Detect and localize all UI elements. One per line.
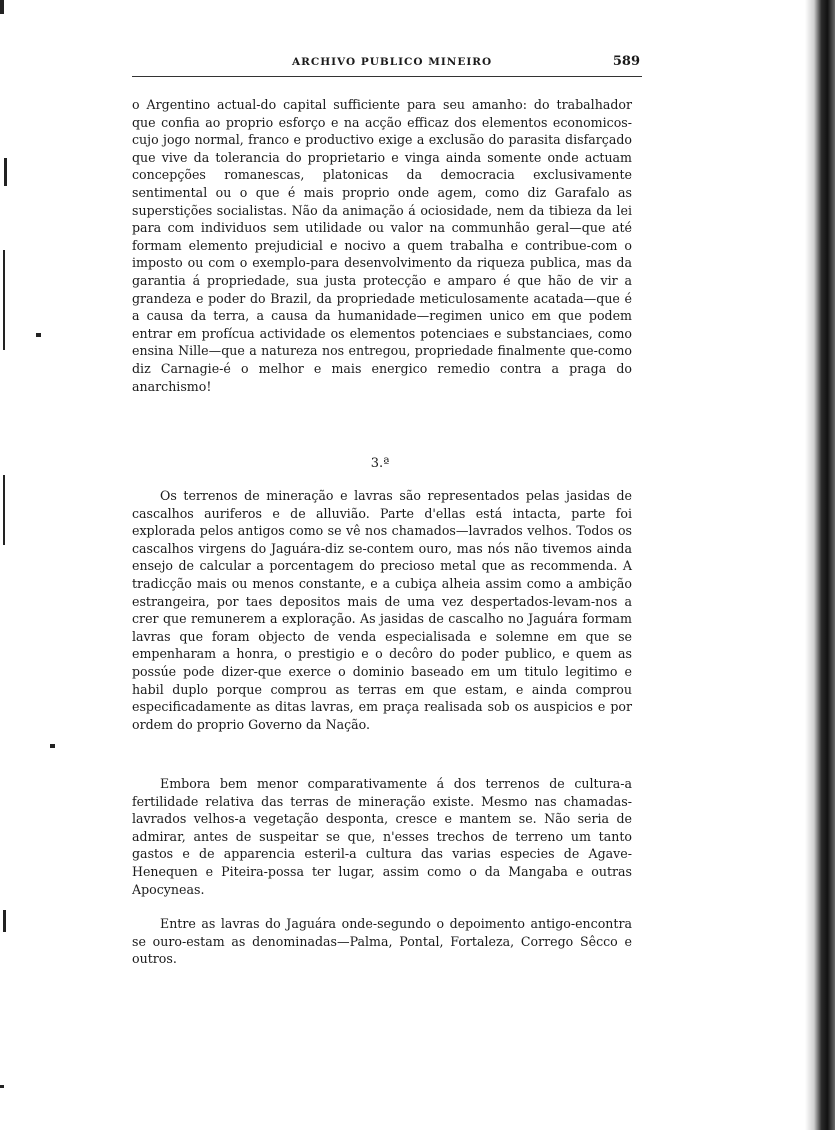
scan-artifact — [0, 0, 4, 14]
body-paragraph-2 — [132, 487, 632, 733]
paragraph-text: Embora bem menor comparativamente á dos terrenos de cultura-a fertilidade relativa das terras de mineração existe. Mesmo nas chamadas-lavrados velhos-a vegetação desponta, cresce e mantem se. Não seria de admirar, antes de suspeitar se que, n'esses trechos de terreno um tanto gastos e de apparencia esteril-a cultura das varias especies de Agave-Henequen e Piteira-possa ter lugar, assim como o da Mangaba e outras Apocyneas. — [132, 776, 632, 897]
scan-artifact — [3, 250, 5, 350]
paragraph-text: Entre as lavras do Jaguára onde-segundo o depoimento antigo-encontra se ouro-estam as denominadas—Palma, Pontal, Fortaleza, Corrego Sêcco e outros. — [132, 916, 632, 967]
body-paragraph-4 — [132, 915, 632, 968]
scan-artifact — [4, 158, 7, 186]
book-binding-edge — [805, 0, 835, 1130]
paragraph-text: Os terrenos de mineração e lavras são representados pelas jasidas de cascalhos auriferos e de alluvião. Parte d'ellas está intacta, parte foi explorada pelos antigos como se vê nos chamados—lavrados velhos. Todos os cascalhos virgens do Jaguára-diz se-contem ouro, mas nós não tivemos ainda ensejo de calcular a porcentagem do precioso metal que as recommenda. A tradicção mais ou menos constante, e a cubiça alheia assim como a ambição estrangeira, por taes depositos mais de uma vez despertados-levam-nos a crer que remunerem a exploração. As jasidas de cascalho no Jaguára formam lavras que foram objecto de venda especialisada e solemne em que se empenharam a honra, o prestigio e o decôro do poder publico, e quem as possúe pode dizer-que exerce o dominio baseado em um titulo legitimo e habil duplo porque comprou as terras em que estam, e ainda comprou especificadamente as ditas lavras, em praça realisada sob os auspicios e por ordem do proprio Governo da Nação. — [132, 488, 632, 732]
scan-artifact — [3, 475, 5, 545]
page-number: 589 — [612, 54, 640, 69]
scan-artifact — [3, 910, 6, 932]
page-header — [132, 54, 642, 77]
scan-artifact — [0, 1085, 4, 1088]
scan-artifact — [36, 333, 41, 337]
section-number: 3.ª — [370, 456, 390, 471]
body-paragraph-1 — [132, 96, 632, 395]
scan-artifact — [50, 744, 55, 748]
running-title: ARCHIVO PUBLICO MINEIRO — [292, 56, 493, 68]
body-paragraph-3 — [132, 775, 632, 898]
paragraph-text: o Argentino actual-do capital sufficiente para seu amanho: do trabalhador que confia ao proprio esforço e na acção efficaz dos elementos economicos-cujo jogo normal, franco e productivo exige a exclusão do parasita disfarçado que vive da tolerancia do proprietario e vinga ainda somente onde actuam concepções romanescas, platonicas da democracia exclusivamente sentimental ou o que é mais proprio onde agem, como diz Garafalo as superstições socialistas. Não da animação á ociosidade, nem da tibieza da lei para com individuos sem utilidade ou valor na communhão geral—que até formam elemento prejudicial e nocivo a quem trabalha e contribue-com o imposto ou com o exemplo-para desenvolvimento da riqueza publica, mas da garantia á propriedade, sua justa protecção e amparo é que hão de vir a grandeza e poder do Brazil, da propriedade meticulosamente acatada—que é a causa da terra, a causa da humanidade—regimen unico em que podem entrar em profícua actividade os elementos potenciaes e substanciaes, como ensina Nille—que a natureza nos entregou, propriedade finalmente que-como diz Carnagie-é o melhor e mais energico remedio contra a praga do anarchismo! — [132, 97, 632, 394]
